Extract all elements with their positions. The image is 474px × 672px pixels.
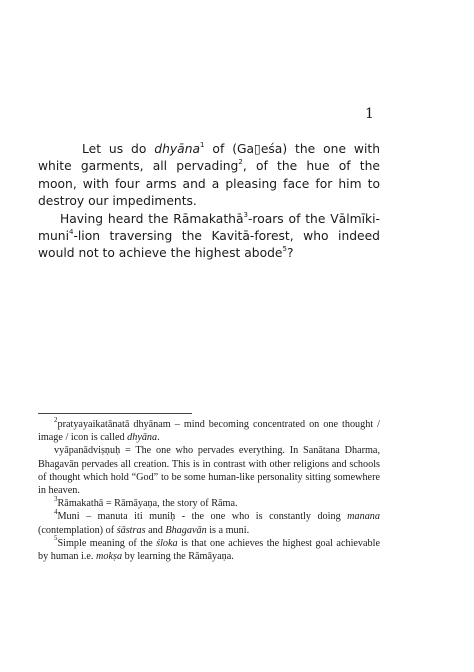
footnote-ref-4: 4 — [68, 227, 74, 236]
p1-dhyana: dhyāna — [154, 142, 201, 156]
footnote-5-text-c: by learning the Rāmāyaṇa. — [122, 551, 234, 563]
footnote-5-em-moksa: mokṣa — [96, 551, 123, 563]
p2-text-c: -lion traversing the Kavitā-forest, who indeed would not to achieve the highest abode — [38, 229, 380, 261]
p2-text-a: Having heard the Rāmakathā — [60, 211, 244, 226]
footnote-4-text-b: (contemplation) of — [38, 524, 117, 536]
footnote-ref-1: 1 — [200, 140, 205, 149]
paragraph-ramakatha — [38, 211, 380, 263]
footnote-2-em: dhyāna — [127, 432, 158, 444]
footnote-ref-2: 2 — [238, 158, 243, 167]
footnote-4-em-manana: manana — [347, 511, 380, 523]
footnote-5-text-a: Simple meaning of the — [57, 537, 157, 549]
footnote-vyapana: vyāpanādviṣṇuḥ = The one who pervades everything. In Sanātana Dharma, Bhagavān pervades all creation. This is in contrast with other religions and schools of thought which hold “God” to be some human-like personality sitting somewhere in heaven. — [38, 445, 380, 497]
footnote-5-num: 5 — [54, 534, 58, 543]
footnote-2-text-a: pratyayaikatānatā dhyānam – mind becoming concentrated on one thought / image / icon is called — [38, 419, 380, 444]
footnote-4-text-d: is a muni. — [206, 524, 250, 536]
p1-text-c: , of the hue of the moon, with four arms and a pleasing face for him to destroy our impediments. — [38, 159, 380, 209]
footnote-2-text-b: . — [157, 432, 160, 444]
footnote-ref-3: 3 — [243, 210, 248, 219]
footnote-4-num: 4 — [54, 508, 58, 517]
p1-text-a: Let us do — [82, 142, 155, 156]
footnote-4-em-bhagavan: Bhagavān — [165, 524, 207, 536]
p1-text-b: of (Ga▯eśa) the one with white garments, all pervading — [38, 142, 381, 174]
footnote-4 — [38, 510, 380, 536]
footnote-4-text-a: Muni – manuta iti muniḥ - the one who is constantly doing — [57, 511, 348, 523]
footnotes — [38, 415, 380, 563]
footnote-4-em-sastras: śāstras — [116, 524, 146, 536]
footnote-5 — [38, 534, 380, 563]
footnote-ref-5: 5 — [282, 245, 287, 254]
footnote-2 — [38, 415, 380, 444]
footnote-5-text-b: is that one achieves the highest goal achievable by human i.e. — [38, 537, 380, 563]
footnote-3-text: Rāmakathā = Rāmāyaṇa, the story of Rāma. — [57, 498, 238, 510]
footnote-2-num: 2 — [54, 415, 58, 424]
footnote-rule — [38, 413, 192, 414]
paragraph-invocation — [38, 141, 380, 211]
page-number: 1 — [365, 106, 374, 122]
footnote-3 — [38, 494, 380, 510]
footnote-5-em-sloka: śloka — [156, 537, 178, 549]
p2-text-d: ? — [286, 246, 294, 261]
p2-text-b: -roars of the Vālmīki-muni — [38, 211, 380, 244]
main-text — [38, 141, 380, 263]
footnote-3-num: 3 — [54, 494, 58, 503]
footnote-4-text-c: and — [145, 524, 166, 536]
